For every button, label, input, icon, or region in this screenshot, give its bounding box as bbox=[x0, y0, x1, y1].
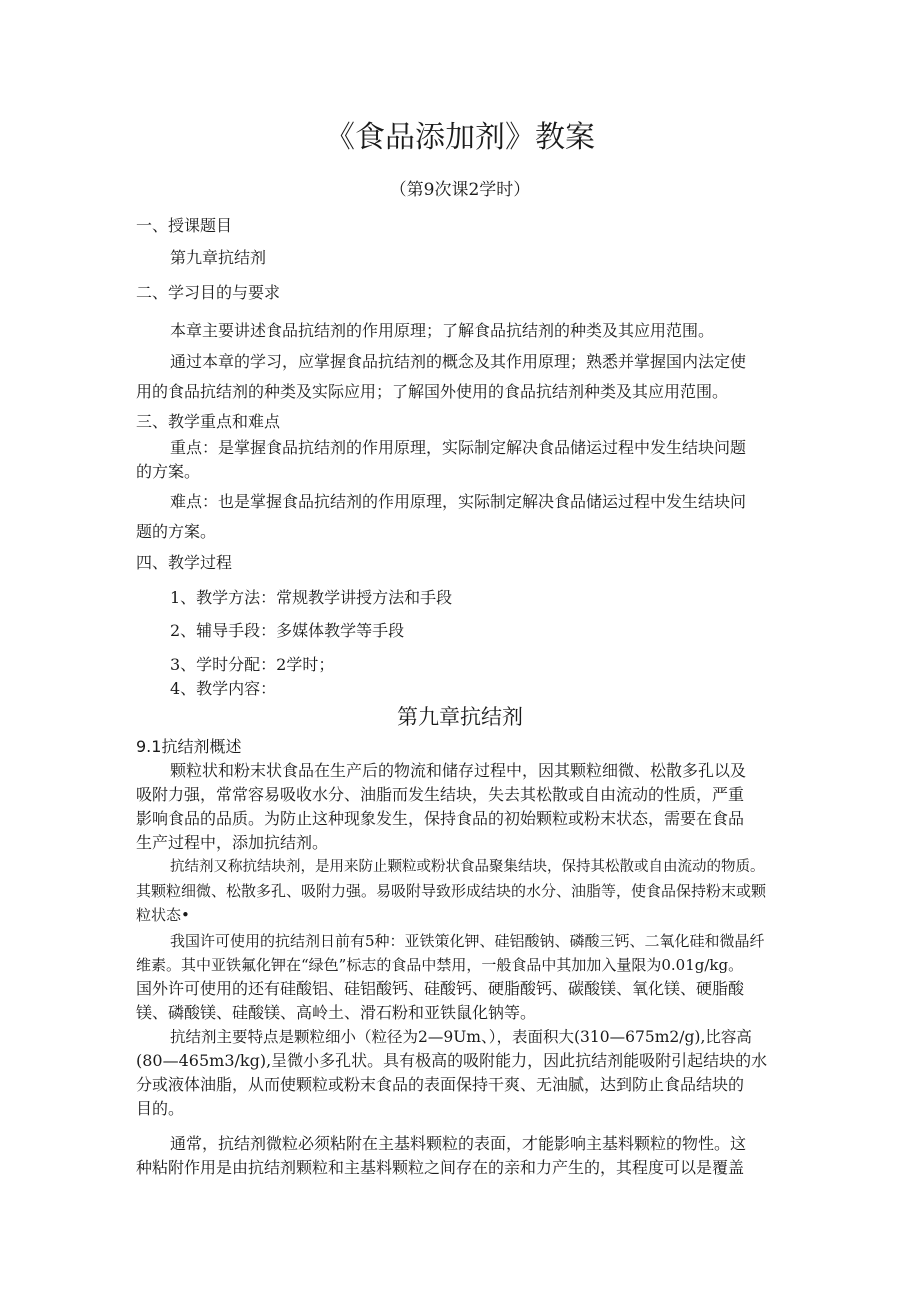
paragraph-line: 题的方案。 bbox=[136, 522, 217, 541]
paragraph-line: 用的食品抗结剂的种类及实际应用；了解国外使用的食品抗结剂种类及其应用范围。 bbox=[136, 382, 729, 401]
document-subtitle: （第9次课2学时） bbox=[389, 180, 531, 200]
course-topic: 第九章抗结剂 bbox=[170, 248, 267, 267]
body-line: 颗粒状和粉末状食品在生产后的物流和储存过程中，因其颗粒细微、松散多孔以及 bbox=[170, 761, 747, 780]
document-title: 《食品添加剂》教案 bbox=[325, 120, 595, 155]
body-line: 抗结剂主要特点是颗粒细小（粒径为2—9Um、），表面积大(310—675m2∕g),比容高 bbox=[170, 1028, 752, 1046]
paragraph-line: 难点：也是掌握食品抗结剂的作用原理，实际制定解决食品储运过程中发生结块问 bbox=[170, 492, 747, 511]
body-line: 目的。 bbox=[136, 1099, 185, 1118]
process-item: 1、教学方法：常规教学讲授方法和手段 bbox=[170, 588, 453, 607]
body-line: 分或液体油脂，从而使颗粒或粉末食品的表面保持干爽、无油腻，达到防止食品结块的 bbox=[136, 1075, 745, 1094]
body-line: 我国许可使用的抗结剂日前有5种：亚铁策化钾、硅铝酸钠、磷酸三钙、二氧化硅和微晶纤 bbox=[170, 932, 765, 950]
process-item: 2、辅导手段：多媒体教学等手段 bbox=[170, 621, 405, 640]
body-line: 影响食品的品质。为防止这种现象发生，保持食品的初始颗粒或粉末状态，需要在食品 bbox=[136, 809, 745, 828]
body-line: 其颗粒细微、松散多孔、吸附力强。易吸附导致形成结块的水分、油脂等，使食品保持粉末或颗 bbox=[136, 882, 767, 900]
paragraph-line: 通过本章的学习，应掌握食品抗结剂的概念及其作用原理；熟悉并掌握国内法定使 bbox=[170, 352, 747, 371]
body-line: 通常，抗结剂微粒必须粘附在主基料颗粒的表面，才能影响主基料颗粒的物性。这 bbox=[170, 1134, 747, 1153]
process-item: 3、学时分配：2学时； bbox=[170, 655, 335, 674]
section-heading-4: 四、教学过程 bbox=[136, 553, 233, 572]
body-line: 吸附力强，常常容易吸收水分、油脂而发生结块，失去其松散或自由流动的性质，严重 bbox=[136, 785, 745, 804]
body-line: 种粘附作用是由抗结剂颗粒和主基料颗粒之间存在的亲和力产生的，其程度可以是覆盖 bbox=[136, 1158, 745, 1177]
chapter-title: 第九章抗结剂 bbox=[397, 705, 523, 729]
subsection-heading: 9.1抗结剂概述 bbox=[136, 737, 242, 756]
section-heading-3: 三、教学重点和难点 bbox=[136, 412, 281, 431]
body-line: (80—465m3∕kg),呈微小多孔状。具有极高的吸附能力，因此抗结剂能吸附引起结块的水 bbox=[136, 1051, 768, 1070]
section-heading-1: 一、授课题目 bbox=[136, 216, 233, 235]
body-line: 粒状态• bbox=[136, 906, 190, 924]
body-line: 镁、磷酸镁、硅酸镁、高岭土、滑石粉和亚铁鼠化钠等。 bbox=[136, 1003, 537, 1022]
paragraph-line: 本章主要讲述食品抗结剂的作用原理；了解食品抗结剂的种类及其应用范围。 bbox=[170, 321, 715, 340]
body-line: 维素。其中亚铁氟化钾在“绿色”标志的食品中禁用，一般食品中其加加入量限为0.01g∕kg。 bbox=[136, 956, 744, 974]
body-line: 生产过程中，添加抗结剂。 bbox=[136, 833, 329, 852]
paragraph-line: 的方案。 bbox=[136, 462, 201, 481]
section-heading-2: 二、学习目的与要求 bbox=[136, 283, 281, 302]
body-line: 抗结剂又称抗结块剂，是用来防止颗粒或粉状食品聚集结块，保持其松散或自由流动的物质。 bbox=[170, 859, 765, 875]
process-item: 4、教学内容： bbox=[170, 679, 277, 698]
body-line: 国外许可使用的还有硅酸铝、硅铝酸钙、硅酸钙、硬脂酸钙、碳酸镁、氧化镁、硬脂酸 bbox=[136, 979, 745, 998]
paragraph-line: 重点：是掌握食品抗结剂的作用原理，实际制定解决食品储运过程中发生结块问题 bbox=[170, 438, 747, 457]
